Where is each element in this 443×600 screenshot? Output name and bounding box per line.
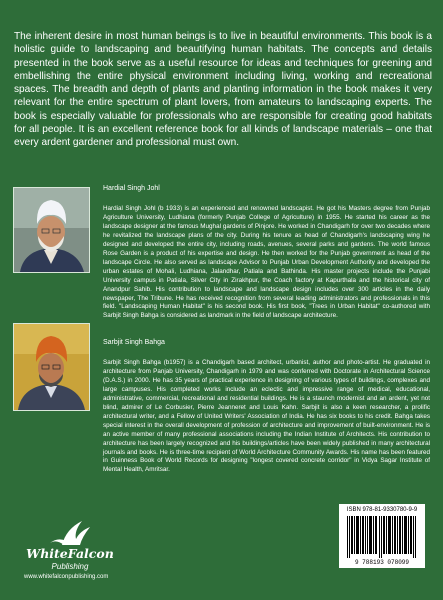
author-photo-bahga <box>13 323 90 411</box>
author-bio-bahga: Sarbjit Singh Bahga (b1957) is a Chandigarh based architect, urbanist, author and photo-artist. He graduated in architecture from Panjab University, Chandigarh in 1979 and was conferred with Doctorate in Architectural Science (D.A.S.) in 2000. He has 35 years of practical experience in designing of various types of buildings, complexes and large campuses. His completed works include an eclectic and impressive range of medical, educational, administrative, commercial, recreational and residential buildings. He is a staunch modernist and an ardent, yet not blind, admirer of Le Corbusier, Pierre Jeanneret and Louis Kahn. Sarbjit is also a keen researcher, a prolific architectural writer, and a Fellow of United Writers' Association of India. He has six books to his credit. Bahga takes special interest in the overall development of profession of architecture and improvement of built-environment. He is an active member of many professional associations including the Indian Institute of Architects. His contribution to architecture has been largely recognized and his buildings/articles have been widely published in many architectural journals and books. He is three-time recipient of World Architecture Community Awards. His name has been featured in Guinness Book of World Records for designing "longest covered concrete corridor" in Vidya Sagar Institute of Mental Health, Amritsar. <box>103 359 430 474</box>
publisher-website: www.whitefalconpublishing.com <box>24 574 109 580</box>
author-photo-johl <box>13 187 90 273</box>
author-bio-johl: Hardial Singh Johl (b 1933) is an experienced and renowned landscapist. He got his Masters degree from Punjab Agriculture University, Ludhiana (formerly Punjab College of Agriculture) in 1955. He started his career as the landscape designer at the famous Mughal gardens of Pinjore. He worked in Chandigarh for over two decades where he revitalized the landscape plans of the city. During his tenure as head of Chandigarh's landscaping wing he designed and developed the entire city, including roads, avenues, several parks and gardens. The world famous Rose Garden is a product of his expertise and design. He then worked for the Punjab government as head of the landscape Circle. He also served as landscape Advisor to Punjab Urban Development Authority and developed the urban estates of Mohali, Ludhiana, Jalandhar, Patiala and Bathinda. His master projects include the Punjabi University campus in Patiala, Silver City in Zirakhpur, the Coach factory at Kapurthala and the historical city of Anandpur Sahib. His contribution to landscape and landscape design includes over 300 articles in the daily newspaper, The Tribune. He has received recognition from several leading administrators and professionals in this field. "Landscaping Human Habitat" is his second book. His first book, "Trees in Urban Habitat" co-authored with Sarbjit Singh Bahga is considered as landmark in the field of landscape architecture. <box>103 205 430 320</box>
publisher-sub: Publishing <box>51 562 89 571</box>
barcode-bars <box>347 516 417 558</box>
book-blurb: The inherent desire in most human beings is to live in beautiful environments. This book is a holistic guide to landscaping and beautifying human habitats. The concepts and details presented in the book serve as a useful resource for ideas and techniques for greening and embellishing the entire physical environment including living, working and recreational spaces. The breadth and depth of plants and planting information in the book makes it very relevant for the entire spectrum of plant lovers, from amateurs to landscaping experts. The book is especially valuable for professionals who are responsible for creating good habitats for all people. It is an excellent reference book for all kinds of landscape materials – one that every ardent gardener and professional must own. <box>14 31 432 148</box>
publisher-name: WhiteFalcon <box>26 546 114 561</box>
isbn-number: ISBN 978-81-9330780-9-9 <box>346 507 418 513</box>
falcon-icon <box>22 517 118 549</box>
barcode-number: 9 788193 078099 <box>354 559 409 566</box>
author-name-bahga: Sarbjit Singh Bahga <box>103 339 165 346</box>
isbn-barcode <box>339 504 425 568</box>
author-name-johl: Hardial Singh Johl <box>103 185 160 192</box>
